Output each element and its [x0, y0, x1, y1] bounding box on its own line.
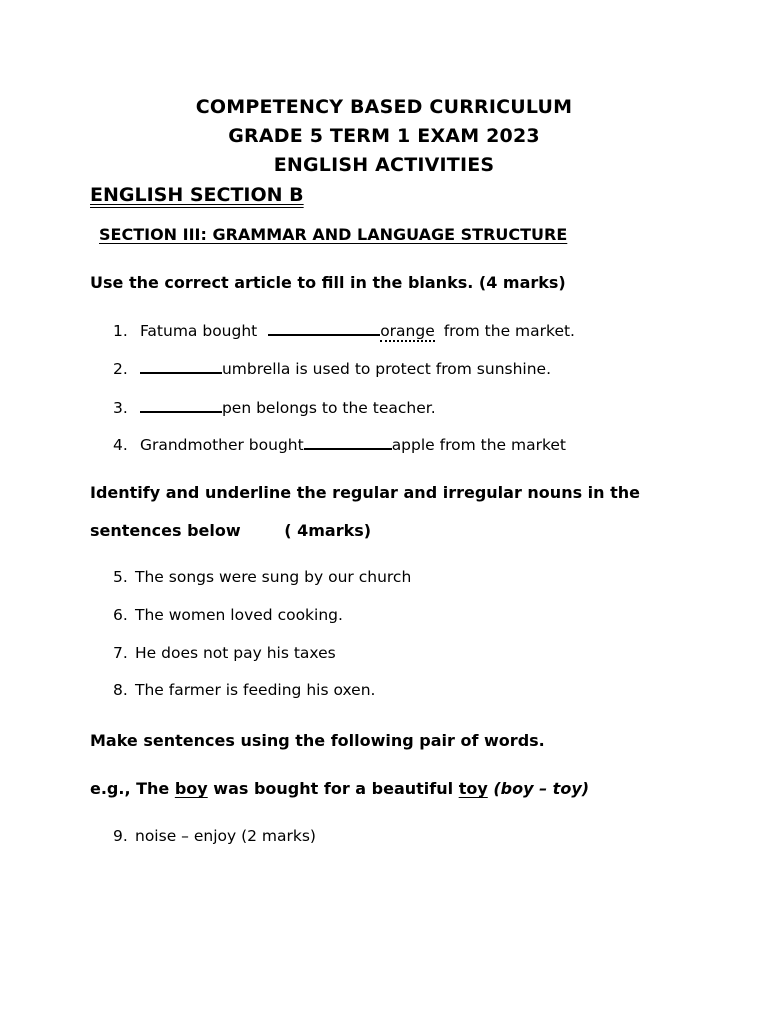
question-1 — [113, 320, 575, 340]
question-text: The farmer is feeding his oxen. — [135, 681, 376, 699]
question-3 — [113, 397, 436, 417]
nouns-instruction-line-1: Identify and underline the regular and irregular nouns in the — [90, 483, 641, 502]
question-7 — [113, 644, 336, 662]
question-text-before: Grandmother bought — [139, 436, 304, 454]
example-sentence — [90, 779, 589, 798]
header-line-3: ENGLISH ACTIVITIES — [273, 154, 495, 176]
question-number: 8. — [113, 681, 128, 699]
question-text: He does not pay his taxes — [135, 644, 336, 662]
question-9 — [113, 827, 316, 845]
question-number: 6. — [113, 606, 128, 624]
question-text: The songs were sung by our church — [135, 568, 412, 586]
question-text-after: pen belongs to the teacher. — [221, 399, 436, 417]
articles-instruction: Use the correct article to fill in the blanks. (4 marks) — [90, 273, 566, 292]
question-number: 4. — [113, 436, 128, 454]
answer-blank[interactable] — [304, 434, 392, 450]
question-8 — [113, 681, 375, 699]
question-number: 1. — [113, 322, 128, 340]
example-word-2: toy — [458, 779, 488, 798]
nouns-instruction-text: sentences below — [90, 521, 241, 540]
answer-word: orange — [380, 322, 435, 340]
question-4 — [113, 434, 566, 454]
example-middle: was bought for a beautiful — [213, 779, 454, 798]
example-pair: (boy – toy) — [493, 779, 590, 798]
answer-blank[interactable] — [140, 358, 222, 374]
question-text-before: Fatuma bought — [139, 322, 258, 340]
section-b-heading: ENGLISH SECTION B — [90, 184, 304, 206]
answer-blank[interactable] — [140, 397, 222, 413]
question-number: 2. — [113, 360, 128, 378]
example-prefix: e.g., The — [90, 779, 170, 798]
nouns-marks: ( 4marks) — [284, 521, 372, 540]
question-number: 9. — [113, 827, 128, 845]
header-line-2: GRADE 5 TERM 1 EXAM 2023 — [228, 125, 540, 147]
answer-blank[interactable] — [268, 320, 380, 336]
question-text: The women loved cooking. — [135, 606, 343, 624]
section-iii-heading: SECTION III: GRAMMAR AND LANGUAGE STRUCTURE — [99, 225, 568, 244]
question-number: 7. — [113, 644, 128, 662]
sentences-instruction: Make sentences using the following pair of words. — [90, 731, 545, 750]
question-number: 3. — [113, 399, 128, 417]
header-line-1: COMPETENCY BASED CURRICULUM — [195, 96, 573, 118]
question-number: 5. — [113, 568, 128, 586]
question-text: noise – enjoy (2 marks) — [135, 827, 316, 845]
question-text-after: from the market. — [443, 322, 575, 340]
example-word-1: boy — [174, 779, 208, 798]
question-6 — [113, 606, 343, 624]
question-text-after: umbrella is used to protect from sunshine. — [221, 360, 552, 378]
question-5 — [113, 568, 411, 586]
nouns-instruction-line-2 — [90, 521, 371, 540]
question-2 — [113, 358, 551, 378]
question-text-after: apple from the market — [391, 436, 567, 454]
